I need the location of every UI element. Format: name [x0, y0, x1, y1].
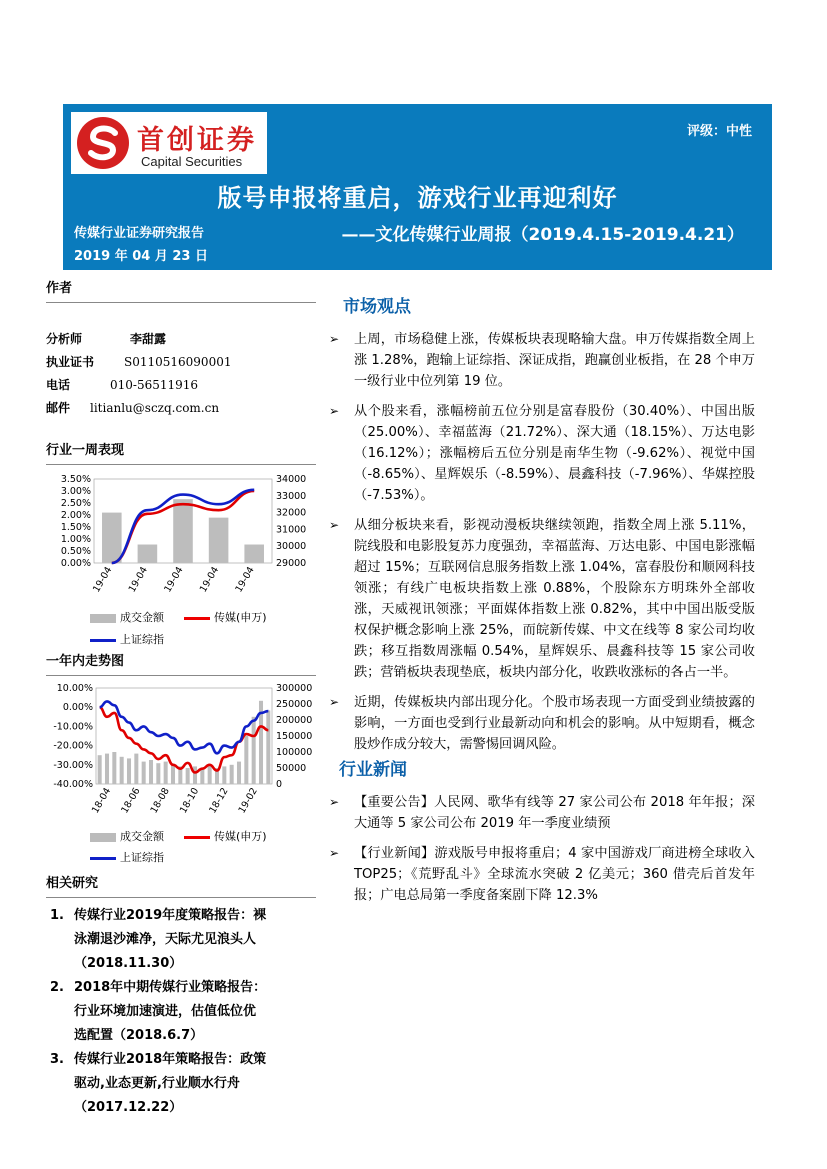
news-bullet: [329, 792, 755, 834]
x-tick-label: 19-04: [126, 565, 150, 595]
report-title: 版号申报将重启，游戏行业再迎利好: [217, 184, 618, 212]
arrow-bullet-icon: ➢: [329, 795, 340, 809]
market-bullet: [329, 515, 755, 683]
report-header-banner: [63, 104, 772, 270]
y-right-tick-label: 300000: [276, 683, 313, 694]
y-right-tick-label: 50000: [276, 763, 307, 774]
license-key: 执业证书: [46, 355, 95, 369]
volume-bar: [102, 513, 122, 563]
legend-media-label: 传媒(申万): [214, 611, 267, 624]
market-bullet: [329, 401, 755, 506]
volume-bar: [138, 545, 158, 563]
y-left-tick-label: 1.50%: [60, 522, 91, 533]
arrow-bullet-icon: ➢: [329, 404, 340, 418]
related-line: 驱动,业态更新,行业顺水行舟: [74, 1076, 240, 1091]
yearly-trend-heading: 一年内走势图: [46, 654, 125, 669]
related-item[interactable]: [46, 1048, 316, 1120]
y-left-tick-label: -20.00%: [53, 740, 93, 752]
y-left-tick-label: -10.00%: [53, 721, 93, 733]
report-type: 传媒行业证券研究报告: [74, 226, 205, 241]
market-bullet-text: 上周，市场稳健上涨，传媒板块表现略输大盘。申万传媒指数全周上涨 1.28%，跑输上证综指、深证成指，跑赢创业板指，在 28 个申万一级行业中位列第 19 位。: [354, 332, 755, 389]
logo-emblem-icon: [77, 117, 129, 169]
rating-label: 评级：中性: [686, 124, 752, 139]
y-left-tick-label: 2.50%: [60, 498, 91, 509]
y-left-tick-label: 2.00%: [60, 510, 91, 521]
legend-volume: [90, 609, 164, 625]
weekly-performance-heading: 行业一周表现: [46, 443, 125, 458]
legend-index-label: 上证综指: [120, 633, 164, 646]
left-sidebar: [46, 277, 316, 1120]
volume-bar: [164, 762, 168, 784]
market-view-heading: 市场观点: [343, 297, 411, 317]
legend-index-label: 上证综指: [120, 851, 164, 864]
volume-bar: [173, 499, 193, 563]
market-bullet: [329, 692, 755, 755]
related-num: 2.: [50, 980, 64, 995]
weekly-chart-area: [46, 465, 316, 650]
legend-blue-swatch: [90, 857, 116, 860]
logo-chinese-name: 首创证券: [137, 125, 257, 156]
related-num: 1.: [50, 908, 64, 923]
legend-volume: [90, 828, 164, 844]
x-tick-label: 18-10: [177, 786, 202, 816]
legend-media-label: 传媒(申万): [214, 830, 267, 843]
y-right-tick-label: 33000: [276, 490, 307, 502]
y-left-tick-label: -40.00%: [53, 779, 93, 790]
x-tick-label: 19-04: [233, 565, 257, 595]
media-index-line: [100, 707, 269, 772]
x-tick-label: 19-02: [236, 786, 260, 816]
related-line: 行业环境加速演进，估值低位优: [74, 1004, 257, 1019]
y-left-tick-label: 3.50%: [60, 474, 91, 485]
volume-bar: [105, 754, 109, 784]
related-num: 3.: [50, 1052, 64, 1067]
volume-bar: [244, 545, 264, 563]
phone-key: 电话: [46, 378, 71, 392]
y-right-tick-label: 34000: [276, 474, 307, 485]
legend-blue-swatch: [90, 639, 116, 642]
x-tick-label: 19-04: [162, 565, 186, 595]
arrow-bullet-icon: ➢: [329, 332, 340, 346]
volume-bar: [193, 766, 197, 784]
divider: [46, 897, 316, 898]
x-tick-label: 19-04: [91, 565, 115, 595]
volume-bar: [134, 754, 138, 784]
y-left-tick-label: 0.00%: [62, 702, 93, 714]
related-line: （2018.11.30）: [74, 956, 183, 971]
phone-value: 010-56511916: [110, 378, 199, 392]
related-item[interactable]: [46, 976, 316, 1048]
legend-index: [90, 849, 164, 865]
legend-bar-swatch: [90, 833, 116, 842]
legend-volume-label: 成交金额: [120, 611, 164, 624]
author-analyst-row: [46, 330, 316, 346]
volume-bar: [208, 765, 212, 784]
volume-bar: [230, 765, 234, 784]
email-key: 邮件: [46, 401, 71, 415]
related-line: 选配置（2018.6.7）: [74, 1028, 204, 1043]
report-subtitle: ——文化传媒行业周报（2019.4.15-2019.4.21）: [341, 225, 744, 245]
y-right-tick-label: 250000: [276, 699, 313, 710]
y-right-tick-label: 200000: [276, 715, 313, 726]
y-right-tick-label: 29000: [276, 558, 307, 569]
news-bullet: [329, 843, 755, 906]
x-tick-label: 18-04: [89, 786, 114, 816]
volume-bar: [266, 710, 270, 784]
license-value: S0110516090001: [124, 355, 232, 369]
market-bullet-text: 近期，传媒板块内部出现分化。个股市场表现一方面受到业绩披露的影响，一方面也受到行业最新动向和机会的影响。从中短期看，概念股炒作成分较大，需警惕回调风险。: [354, 695, 755, 752]
email-value[interactable]: litianlu@sczq.com.cn: [90, 401, 220, 415]
volume-bar: [149, 760, 153, 784]
report-date: 2019 年 04 月 23 日: [74, 249, 208, 264]
x-tick-label: 18-06: [119, 786, 143, 816]
yearly-trend-chart: [46, 680, 316, 820]
related-research-heading: 相关研究: [46, 876, 99, 891]
y-right-tick-label: 150000: [276, 731, 313, 742]
volume-bar: [237, 762, 241, 784]
shanghai-index-line: [100, 701, 269, 753]
y-left-tick-label: 10.00%: [56, 683, 93, 694]
author-heading: 作者: [46, 281, 73, 296]
news-bullet-text: 【行业新闻】游戏版号申报将重启；4 家中国游戏厂商进榜全球收入 TOP25；《荒野乱斗》全球流水突破 2 亿美元；360 借壳后首发年报；广电总局第一季度备案剧下降 12.3%: [354, 846, 755, 903]
yearly-chart-area: [46, 676, 316, 872]
x-tick-label: 18-12: [207, 786, 231, 816]
y-left-tick-label: 1.00%: [60, 534, 91, 545]
related-item[interactable]: [46, 904, 316, 976]
legend-media: [184, 609, 267, 625]
arrow-bullet-icon: ➢: [329, 695, 340, 709]
related-research-list: [46, 904, 316, 1120]
author-phone-row: [46, 376, 316, 392]
legend-volume-label: 成交金额: [120, 830, 164, 843]
main-content: [329, 292, 755, 906]
related-line: 泳潮退沙滩净，天际尤见浪头人: [74, 932, 257, 947]
analyst-value: 李甜露: [130, 332, 167, 346]
news-bullet-text: 【重要公告】人民网、歌华有线等 27 家公司公布 2018 年年报；深大通等 5 家公司公布 2019 年一季度业绩预: [354, 795, 755, 831]
legend-bar-swatch: [90, 614, 116, 623]
y-right-tick-label: 0: [276, 779, 283, 790]
arrow-bullet-icon: ➢: [329, 518, 340, 532]
market-bullet: [329, 329, 755, 392]
market-bullet-text: 从个股来看，涨幅榜前五位分别是富春股份（30.40%）、中国出版（25.00%）、幸福蓝海（21.72%）、深大通（18.15%）、万达电影（16.12%）；涨幅榜后五位分别是南华生物（-9.62%）、视觉中国（-8.65%）、星辉娱乐（-8.59%）、晨鑫科技（-7.96%）、华媒控股（-7.53%）。: [354, 404, 755, 503]
volume-bar: [200, 770, 204, 784]
author-license-row: [46, 353, 316, 369]
weekly-performance-chart: [46, 469, 316, 599]
x-tick-label: 18-08: [148, 786, 172, 816]
industry-news-heading: 行业新闻: [339, 760, 407, 780]
legend-red-swatch: [184, 836, 210, 839]
related-line: 传媒行业2018年策略报告：政策: [74, 1052, 267, 1067]
volume-bar: [98, 755, 102, 784]
x-tick-label: 19-04: [197, 565, 222, 595]
company-logo: [71, 112, 267, 174]
related-line: 传媒行业2019年度策略报告：裸: [74, 908, 267, 923]
volume-bar: [156, 763, 160, 784]
volume-bar: [186, 768, 190, 784]
volume-bar: [252, 717, 256, 784]
volume-bar: [209, 518, 229, 563]
y-left-tick-label: 0.50%: [60, 546, 91, 557]
volume-bar: [222, 766, 226, 784]
y-left-tick-label: -30.00%: [53, 759, 93, 771]
volume-bar: [120, 757, 124, 784]
y-right-tick-label: 30000: [276, 541, 307, 553]
analyst-key: 分析师: [46, 332, 83, 346]
legend-red-swatch: [184, 617, 210, 620]
volume-bar: [244, 736, 248, 784]
y-right-tick-label: 31000: [276, 524, 307, 536]
y-right-tick-label: 32000: [276, 507, 307, 519]
related-line: （2017.12.22）: [74, 1100, 183, 1115]
volume-bar: [127, 758, 131, 784]
author-email-row: [46, 399, 316, 415]
market-bullet-text: 从细分板块来看，影视动漫板块继续领跑，指数全周上涨 5.11%，院线股和电影股复苏力度强劲，幸福蓝海、万达电影、中国电影涨幅超过 15%；互联网信息服务指数上涨 1.04%，富春股份和顺网科技领涨；有线广电板块指数上涨 0.88%，个股除东方明珠外全部收涨，天威视讯领涨；平面媒体指数上涨 0.82%，其中中国出版受版权保护概念影响上涨 25%，而皖新传媒、中文在线等 8 家公司均收跌；移互指数周涨幅 0.54%，星辉娱乐、晨鑫科技等 15 家公司收跌；营销板块表现垫底，板块内部分化，收跌收涨标的各占一半。: [354, 518, 755, 680]
volume-bar: [142, 762, 146, 784]
volume-bar: [112, 752, 116, 784]
related-line: 2018年中期传媒行业策略报告：: [74, 980, 267, 995]
volume-bar: [171, 765, 175, 784]
y-left-tick-label: 3.00%: [60, 486, 91, 497]
y-right-tick-label: 100000: [276, 747, 313, 758]
legend-index: [90, 631, 164, 647]
y-left-tick-label: 0.00%: [60, 558, 91, 569]
logo-english-name: Capital Securities: [141, 154, 243, 169]
legend-media: [184, 828, 267, 844]
arrow-bullet-icon: ➢: [329, 846, 340, 860]
